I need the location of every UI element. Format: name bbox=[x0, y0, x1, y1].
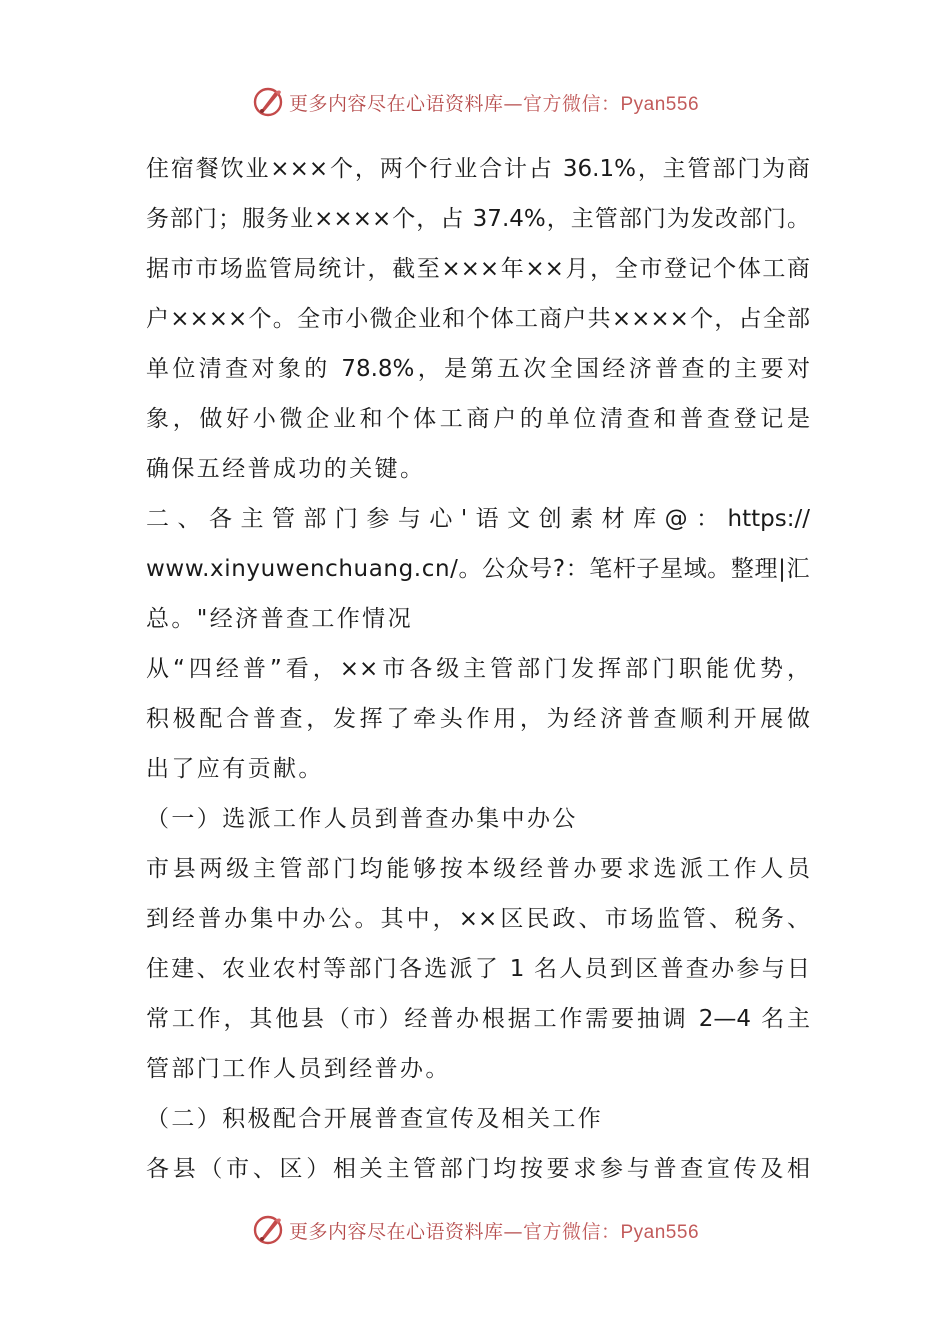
text-line: 出了应有贡献。 bbox=[146, 756, 324, 782]
quill-logo-icon bbox=[251, 85, 285, 119]
watermark-text bbox=[289, 89, 699, 116]
subsection-heading: （一）选派工作人员到普查办集中办公 bbox=[146, 806, 578, 832]
header-watermark-banner bbox=[0, 82, 950, 122]
text-line: 象，做好小微企业和个体工商户的单位清查和普查登记是 bbox=[146, 406, 810, 432]
watermark-library-text: 更多内容尽在心语资料库— bbox=[288, 92, 523, 115]
text-line: 住宿餐饮业×××个，两个行业合计占 36.1%，主管部门为商 bbox=[146, 156, 810, 182]
watermark-library-text: 更多内容尽在心语资料库— bbox=[288, 1220, 523, 1243]
section-heading: 二、各主管部门参与心'语文创素材库@：https:// bbox=[146, 506, 810, 532]
text-line: 管部门工作人员到经普办。 bbox=[146, 1056, 451, 1082]
text-line: 从“四经普”看，××市各级主管部门发挥部门职能优势， bbox=[146, 656, 810, 682]
text-line: 各县（市、区）相关主管部门均按要求参与普查宣传及相 bbox=[146, 1156, 810, 1182]
watermark-wechat-label: 官方微信： bbox=[522, 92, 621, 115]
document-body bbox=[146, 144, 810, 1194]
quill-logo-icon bbox=[251, 1213, 285, 1247]
text-line: 到经普办集中办公。其中，××区民政、市场监管、税务、 bbox=[146, 906, 810, 932]
text-line: 总。"经济普查工作情况 bbox=[146, 606, 413, 632]
text-line: 住建、农业农村等部门各选派了 1 名人员到区普查办参与日 bbox=[146, 956, 810, 982]
watermark-wechat-code: Pyan556 bbox=[620, 93, 700, 115]
text-line: 户××××个。全市小微企业和个体工商户共××××个，占全部 bbox=[146, 306, 810, 332]
text-line: 据市市场监管局统计，截至×××年××月，全市登记个体工商 bbox=[146, 256, 810, 282]
watermark-wechat-code: Pyan556 bbox=[620, 1221, 700, 1243]
text-line: 积极配合普查，发挥了牵头作用，为经济普查顺利开展做 bbox=[146, 706, 810, 732]
watermark-wechat-label: 官方微信： bbox=[522, 1220, 621, 1243]
text-line: 单位清查对象的 78.8%，是第五次全国经济普查的主要对 bbox=[146, 356, 810, 382]
watermark-text bbox=[289, 1217, 699, 1244]
text-line: 确保五经普成功的关键。 bbox=[146, 456, 426, 482]
text-line: www.xinyuwenchuang.cn/。公众号?：笔杆子星域。整理|汇 bbox=[146, 556, 810, 582]
text-line: 市县两级主管部门均能够按本级经普办要求选派工作人员 bbox=[146, 856, 810, 882]
footer-watermark-banner bbox=[0, 1210, 950, 1250]
subsection-heading: （二）积极配合开展普查宣传及相关工作 bbox=[146, 1106, 604, 1132]
text-line: 常工作，其他县（市）经普办根据工作需要抽调 2—4 名主 bbox=[146, 1006, 810, 1032]
text-line: 务部门；服务业××××个，占 37.4%，主管部门为发改部门。 bbox=[146, 206, 810, 232]
